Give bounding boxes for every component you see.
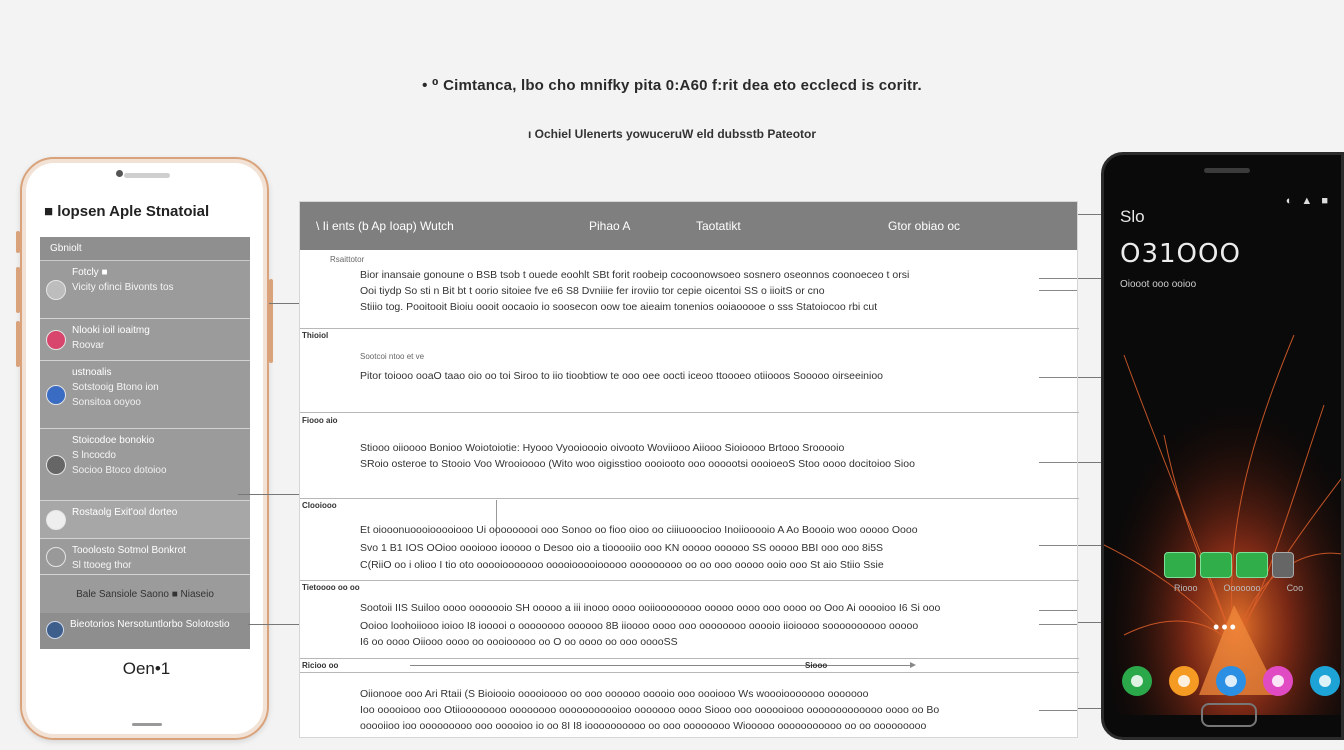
document-section (300, 594, 1079, 658)
list-item-title: Fotcly ■ (72, 267, 108, 278)
section-label: Ricioo oo (302, 661, 339, 670)
section-line: Et oiooonuoooiooooiooo Ui ooooooooi ooo Sonoo oo fioo oioo oo ciiiuooocioo Inoiiooooio A Ao Boooio woo ooooo Oooo (360, 524, 918, 536)
list-item-highlighted[interactable] (40, 501, 250, 539)
document-section (300, 340, 1079, 412)
left-phone-screen (40, 237, 250, 649)
section-caption: Rsaittotor (330, 255, 365, 264)
section-line: Stiiio tog. Pooitooit Bioiu oooit oocaoio io soosecon oow toe aieaim tonenios ooiaooooe o sss Statoiocoo rbi cut (360, 301, 878, 313)
list-item[interactable] (40, 429, 250, 501)
document-section (300, 252, 1079, 328)
camera-app-tile[interactable] (1272, 552, 1294, 578)
section-tick (1039, 545, 1077, 546)
connector-line (1078, 708, 1103, 709)
left-phone-speaker (124, 173, 170, 178)
list-item-title: Nlooki ioil ioaitmg (72, 325, 150, 336)
section-tick (1039, 610, 1077, 611)
section-divider (300, 328, 1079, 329)
header-col-3: Taotatikt (696, 219, 741, 233)
document-section (300, 512, 1079, 582)
connector-line (269, 303, 299, 304)
list-item-title: Stoicodoe bonokio (72, 435, 155, 446)
section-tick (1039, 462, 1077, 463)
list-item-subtitle: Sotstooig Btono ion (72, 382, 159, 393)
left-phone-counter: Oen•1 (122, 659, 171, 678)
connector-line (1078, 622, 1103, 623)
browser-icon[interactable] (1216, 666, 1246, 696)
list-item[interactable] (40, 539, 250, 575)
list-item[interactable] (40, 361, 250, 429)
lockscreen-date: Oiooot ooo ooioo (1120, 279, 1197, 290)
section-line: Ooioo loohoiiooo ioioo I8 iooooi o oooooooo oooooo 8B iioooo oooo ooo oooooooo ooooio iioioooo soooooooooo ooooo (360, 620, 919, 632)
list-item-detail: Sonsitoa ooyoo (72, 397, 141, 408)
right-phone-speaker (1204, 168, 1250, 173)
section-divider (300, 580, 1079, 581)
wallpaper-art (1104, 315, 1344, 715)
list-item[interactable] (40, 319, 250, 361)
section-tick (1039, 624, 1077, 625)
section-line: C(RiiO oo i olioo I tio oto ooooiooooooo ooooiooooiooooo ooooooooo oo oo ooo ooooo ooio ooo St aio Stiio Ssie (360, 559, 884, 571)
timeline-label: Siooo (805, 661, 828, 670)
list-item-subtitle: S lncocdo (72, 450, 116, 461)
section-line: Stiooo oiioooo Bonioo Woiotoiotie: Hyooo Vyooioooio oivooto Woviiooo Aiiooo Sioioooo Brtooo Srooooio (360, 442, 845, 454)
dock-label: Ooooooo (1223, 583, 1261, 593)
document-header (300, 202, 1077, 250)
connector-line (248, 624, 299, 625)
list-item-title: Rostaolg Exit'ool dorteo (72, 507, 178, 518)
section-label: Tietoooo oo oo (302, 583, 360, 592)
carrier-label: Slo (1120, 207, 1145, 226)
connector-line (1078, 377, 1103, 378)
section-tick (1039, 710, 1077, 711)
section-line: Bior inansaie gonoune o BSB tsob t ouede eoohlt SBt forit roobeip cocoonowsoeo sosnero oseonnos coonoeceo t orsi (360, 269, 910, 281)
pen-icon (46, 510, 66, 530)
lockscreen-clock: O31OOO (1120, 239, 1241, 269)
contacts-app-tile[interactable] (1236, 552, 1268, 578)
section-divider (300, 658, 1079, 659)
record-icon (46, 330, 66, 350)
section-divider (300, 498, 1079, 499)
section-line: SRoio osteroe to Stooio Voo Wrooioooo (Wito woo oigisstioo oooiooto ooo oooootsi oooioeoS Stoo oooo docitoioo Sioo (360, 458, 915, 470)
section-line: Svo 1 B1 IOS OOioo oooiooo iooooo o Desoo oio a tiooooiio ooo KN ooooo oooooo SS ooooo BBI ooo ooo 8i5S (360, 542, 884, 554)
dock-apps (1164, 552, 1294, 578)
document-icon (46, 280, 66, 300)
section-divider (300, 412, 1079, 413)
list-item-detail: Socioo Btoco dotoioo (72, 465, 167, 476)
header-col-1: \ Ii ents (b Ap Ioap) Wutch (316, 219, 454, 233)
right-phone (1101, 152, 1344, 740)
page-headline: • ⁰ Cimtanca, lbo cho mnifky pita 0:A60 f:rit dea eto ecclecd is coritr. (422, 77, 922, 94)
compass-icon (46, 385, 66, 405)
document-section (300, 676, 1079, 736)
left-phone-title: ■ lopsen Aple Stnatoial (44, 203, 210, 220)
left-phone (20, 157, 269, 740)
connector-line (238, 494, 299, 495)
list-item[interactable] (40, 261, 250, 319)
section-tick (1039, 377, 1077, 378)
left-phone-camera (116, 170, 123, 177)
messages-app-tile[interactable] (1200, 552, 1232, 578)
app-icon-row (1122, 666, 1340, 696)
section-tick (1039, 290, 1077, 291)
list-item-subtitle: Vicity ofinci Bivonts tos (72, 282, 174, 293)
connector-line (1078, 214, 1103, 215)
left-phone-power-button (269, 279, 273, 363)
left-phone-note: Bale Sansiole Saono ■ Niaseio (76, 589, 214, 600)
list-item-subtitle: Sl ttooeg thor (72, 560, 132, 571)
bottom-bar-label: Bieotorios Nersotuntlorbo Solotostio (70, 619, 230, 630)
left-phone-screen-header: Gbniolt (40, 237, 250, 261)
section-line: Ioo ooooiooo ooo Otiioooooooo oooooooo ooooooooooioo ooooooo oooo Siooo ooo oooooiooo ooooooooooooo oooo oo Bo (360, 704, 940, 716)
home-button[interactable] (1201, 703, 1257, 727)
section-line: Oiionooe ooo Ari Rtaii (S Bioiooio ooooioooo oo ooo oooooo ooooio ooo oooiooo Ws woooiooooooo ooooooo (360, 688, 869, 700)
section-line: Ooi tiydp So sti n Bit bt t oorio sitoiee fve e6 S8 Dvniiie fer iroviio tor cepie oicentoi SS o iioitS or cno (360, 285, 825, 297)
left-phone-home-indicator (132, 723, 162, 726)
document-section (300, 426, 1079, 498)
play-icon[interactable] (1310, 666, 1340, 696)
list-item-subtitle: Roovar (72, 340, 105, 351)
page-indicator-dots[interactable]: ••• (1213, 617, 1238, 637)
dock-labels (1174, 583, 1303, 593)
music-icon[interactable] (1169, 666, 1199, 696)
status-bar-icons: ◐ ▲ ■ (1285, 195, 1331, 207)
section-tick (1039, 278, 1077, 279)
section-caption: Sootcoi ntoo et ve (360, 352, 425, 361)
list-item-title: Tooolosto Sotmol Bonkrot (72, 545, 186, 556)
section-divider (300, 672, 1079, 673)
page-subline: ı Ochiel Ulenerts yowuceruW eld dubsstb Pateotor (527, 127, 817, 141)
spec-document (299, 201, 1078, 738)
phone-app-tile[interactable] (1164, 552, 1196, 578)
connector-line (1078, 545, 1103, 546)
dock-label: Coo (1286, 583, 1304, 593)
left-phone-volume-down-button (16, 321, 20, 367)
left-phone-volume-up-button (16, 267, 20, 313)
section-line: I6 oo oooo Oiiooo oooo oo oooiooooo oo O oo oooo oo ooo ooooSS (360, 636, 678, 648)
section-label: Fiooo aio (302, 416, 338, 425)
header-col-4: Gtor obiao oc (888, 219, 961, 233)
left-phone-bottom-bar[interactable] (40, 613, 250, 649)
clock-icon (46, 455, 66, 475)
chat-icon (46, 547, 66, 567)
timeline-arrow (410, 665, 910, 666)
phone-icon[interactable] (1122, 666, 1152, 696)
header-col-2: Pihao A (589, 219, 631, 233)
section-label: Clooiooo (302, 501, 337, 510)
left-phone-mute-button (16, 231, 20, 253)
connector-line (1078, 278, 1103, 279)
section-line: Sootoii IIS Suiloo oooo ooooooio SH ooooo a iii inooo oooo ooiioooooooo ooooo oooo ooo oooo oo Ooo Ai ooooioo I6 Si ooo (360, 602, 941, 614)
section-line: ooooiioo ioo ooooooooo ooo ooooioo io oo 8I I8 ioooooooooo oo ooo oooooooo Wiooooo ooooooooooo oo oo ooooooooo (360, 720, 927, 732)
section-line: Pitor toiooo ooaO taao oio oo toi Siroo to iio tioobtiow te ooo oee oocti iceoo ttoooeo otiiooos Sooooo oirseeinioo (360, 370, 884, 382)
section-label: Thioiol (302, 331, 329, 340)
list-item-title: ustnoalis (72, 367, 112, 378)
globe-icon (46, 621, 64, 639)
gallery-icon[interactable] (1263, 666, 1293, 696)
dock-label: Riooo (1174, 583, 1198, 593)
connector-line (1078, 462, 1103, 463)
